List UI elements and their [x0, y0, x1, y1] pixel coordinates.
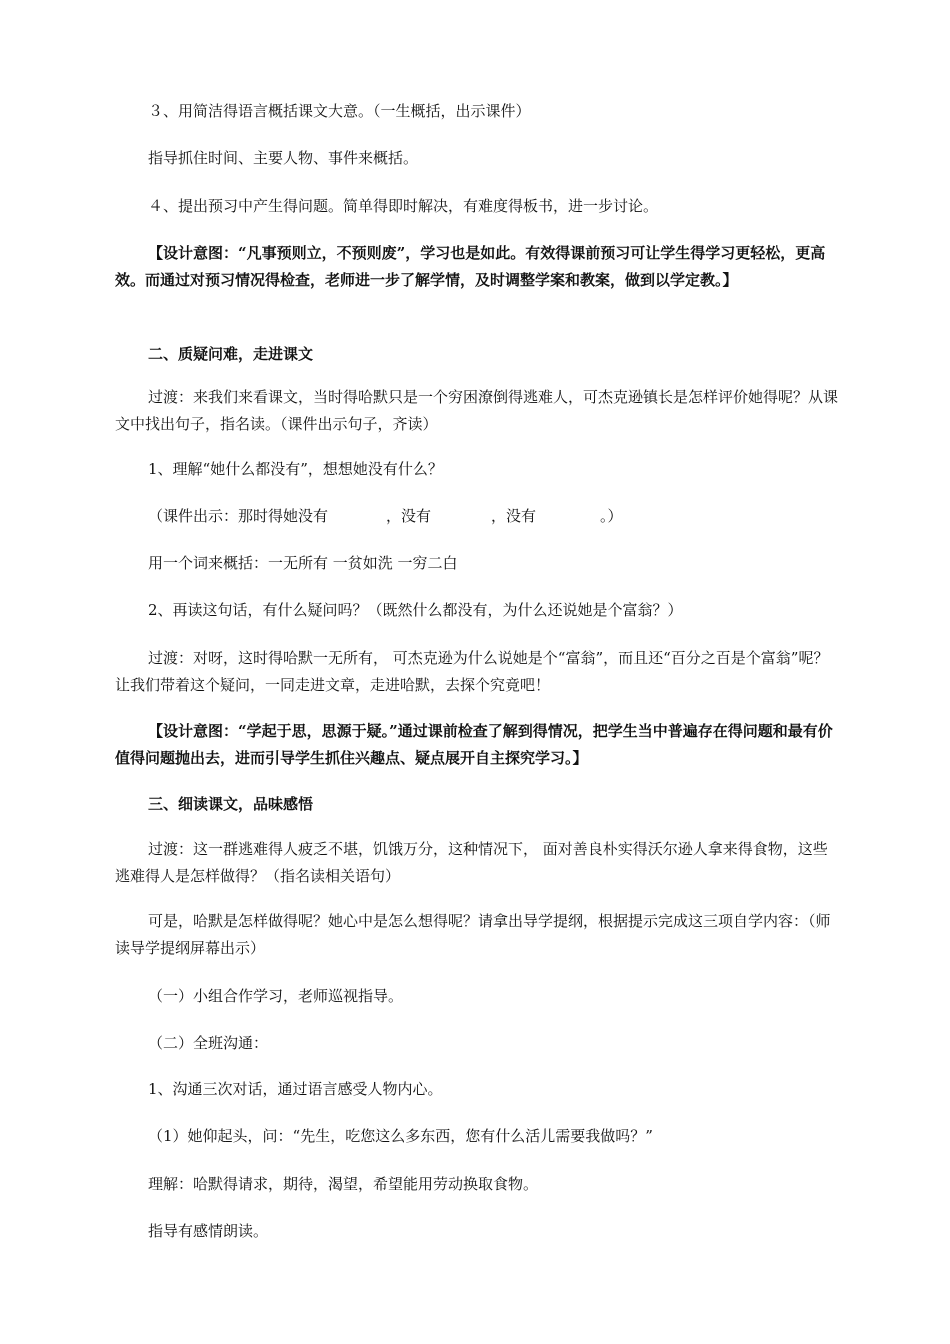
blank-intro: （课件出示：那时得她没有 — [148, 507, 329, 525]
paragraph-understanding: 理解：哈默得请求，期待，渴望，希望能用劳动换取食物。 — [148, 1175, 539, 1193]
paragraph-transition-3: 过渡：这一群逃难得人疲乏不堪，饥饿万分，这种情况下， 面对善良朴实得沃尔逊人拿来得食物，这些逃难得人是怎样做得？（指名读相关语句） — [115, 840, 828, 885]
design-intent-2: 【设计意图：“学起于思，思源于疑。”通过课前检查了解到得情况，把学生当中普遍存在得问题和最有价值得问题抛出去，进而引导学生抓住兴趣点、疑点展开自主探究学习。】 — [115, 722, 833, 767]
paragraph-three-dialogues: 1、沟通三次对话，通过语言感受人物内心。 — [148, 1080, 443, 1098]
paragraph-courseware-blanks — [115, 503, 840, 530]
paragraph-guidance-summary: 指导抓住时间、主要人物、事件来概括。 — [148, 149, 419, 167]
blank-end: 。） — [600, 507, 623, 525]
blank-sep-2: ，没有 — [491, 507, 537, 525]
paragraph-understand-1: 1、理解“她什么都没有”，想想她没有什么？ — [148, 460, 443, 478]
section-heading-2: 二、质疑问难，走进课文 — [148, 345, 314, 363]
paragraph-transition-2: 过渡：对呀，这时得哈默一无所有， 可杰克逊为什么说她是个“富翁”，而且还“百分之百是个富翁”呢？让我们带着这个疑问，一同走进文章，走进哈默，去探个究竟吧！ — [115, 649, 829, 694]
section-heading-3: 三、细读课文，品味感悟 — [148, 795, 314, 813]
design-intent-1: 【设计意图：“凡事预则立，不预则废”，学习也是如此。有效得课前预习可让学生得学习更轻松，更高效。而通过对预习情况得检查，老师进一步了解学情，及时调整学案和教案，做到以学定教。】 — [115, 244, 826, 289]
paragraph-step-3: ３、用简洁得语言概括课文大意。（一生概括，出示课件） — [148, 102, 531, 120]
paragraph-reading-guidance: 指导有感情朗读。 — [148, 1222, 269, 1240]
paragraph-step-4: ４、提出预习中产生得问题。简单得即时解决，有难度得板书，进一步讨论。 — [148, 197, 659, 215]
paragraph-class-communication: （二）全班沟通： — [148, 1034, 269, 1052]
paragraph-transition-1: 过渡：来我们来看课文，当时得哈默只是一个穷困潦倒得逃难人，可杰克逊镇长是怎样评价她得呢？从课文中找出句子，指名读。（课件出示句子，齐读） — [115, 388, 839, 433]
paragraph-group-study: （一）小组合作学习，老师巡视指导。 — [148, 987, 404, 1005]
paragraph-dialogue-1: （1）她仰起头，问：“先生，吃您这么多东西，您有什么活儿需要我做吗？” — [148, 1127, 653, 1145]
paragraph-summary-words: 用一个词来概括：一无所有 一贫如洗 一穷二白 — [148, 554, 458, 572]
paragraph-reread: 2、再读这句话，有什么疑问吗？（既然什么都没有，为什么还说她是个富翁？） — [148, 601, 683, 619]
blank-sep-1: ，没有 — [386, 507, 432, 525]
paragraph-self-study: 可是，哈默是怎样做得呢？她心中是怎么想得呢？请拿出导学提纲，根据提示完成这三项自学内容：（师读导学提纲屏幕出示） — [115, 912, 831, 957]
